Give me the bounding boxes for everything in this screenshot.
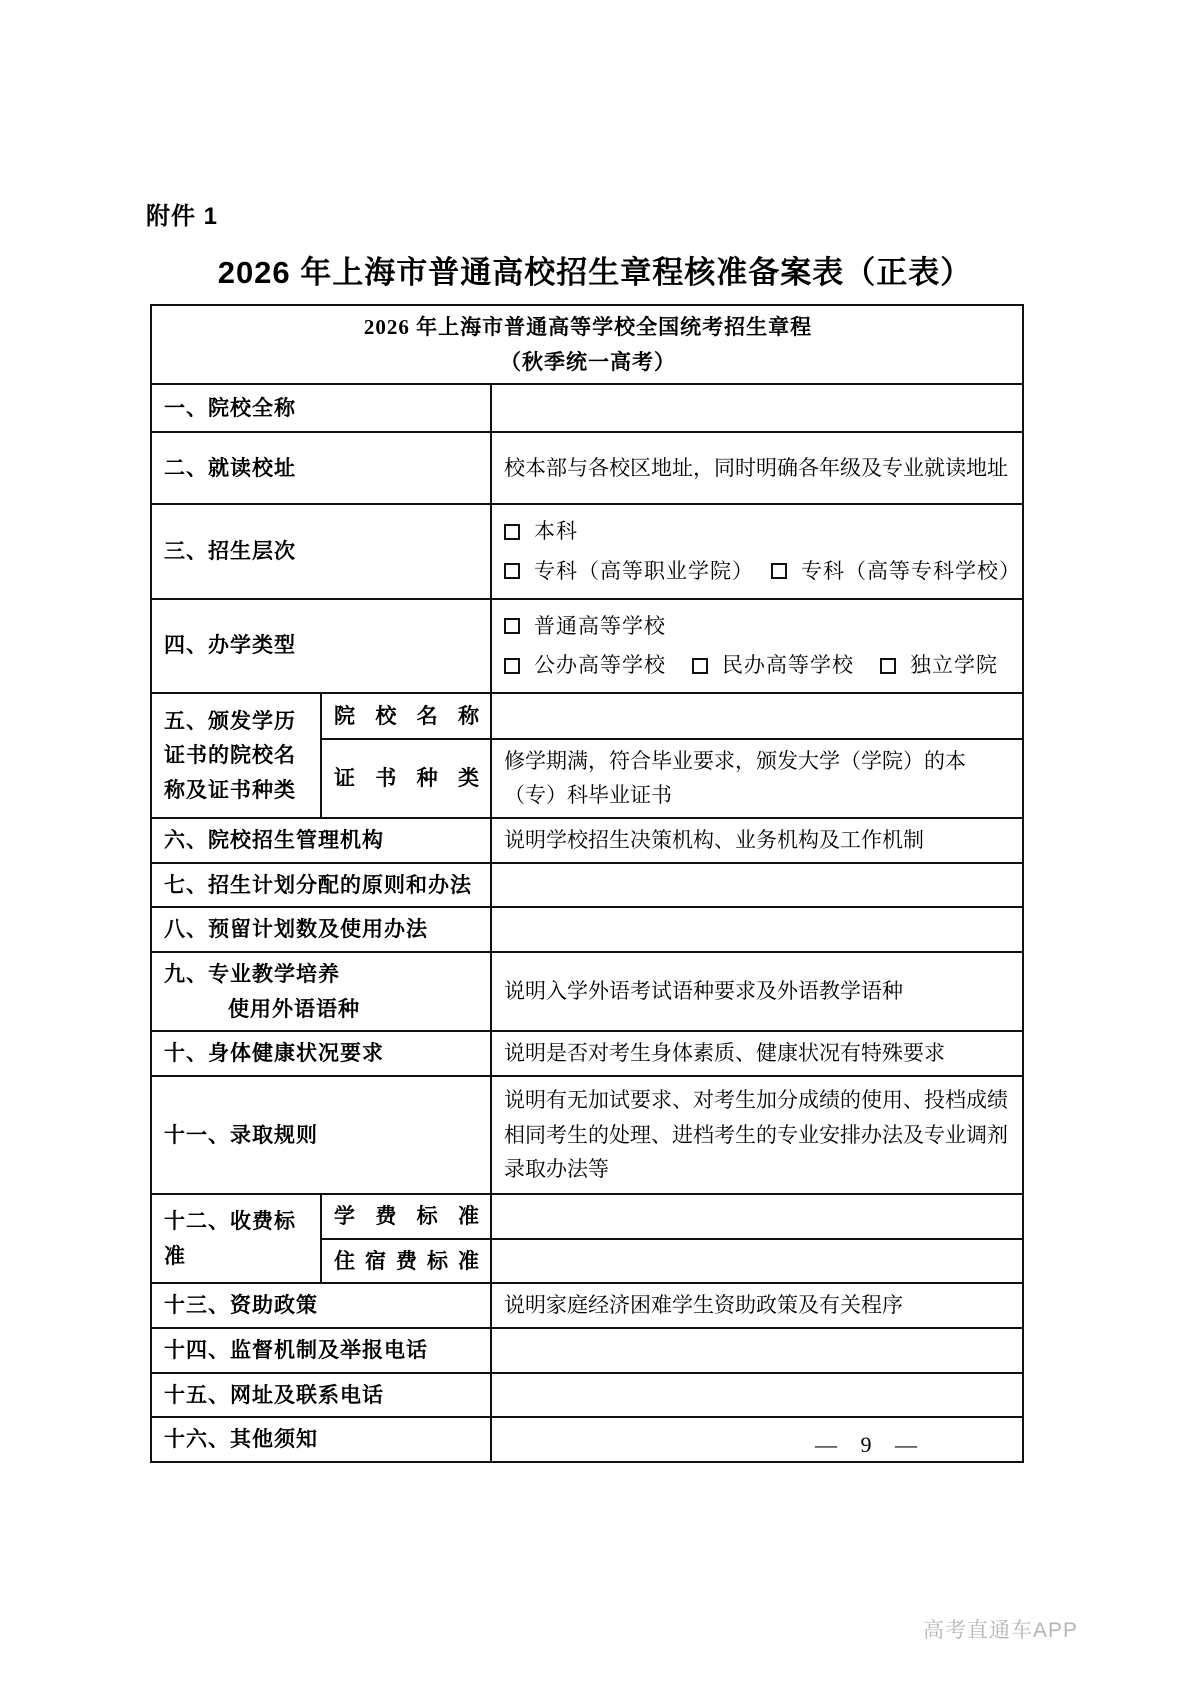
row-label-14: 十四、监督机制及举报电话 [151,1328,491,1373]
row-sublabel-12-1: 学 费 标 准 [321,1194,491,1239]
option-label: 专科（高等专科学校） [801,558,1022,583]
checkbox-icon [880,658,896,674]
checkbox-icon [504,658,520,674]
row-label-6: 六、院校招生管理机构 [151,818,491,863]
row-label-16: 十六、其他须知 [151,1417,491,1462]
checkbox-icon [692,658,708,674]
checkbox-icon [504,618,520,634]
option-label: 专科（高等职业学院） [534,558,754,583]
row-label-7: 七、招生计划分配的原则和办法 [151,863,491,908]
row-label-5: 五、颁发学历证书的院校名称及证书种类 [151,693,321,818]
row-content-13: 说明家庭经济困难学生资助政策及有关程序 [491,1283,1023,1328]
row-sublabel-5-1: 院 校 名 称 [321,693,491,739]
table-header [151,305,1023,384]
row-label-10: 十、身体健康状况要求 [151,1031,491,1076]
row-content-7 [491,863,1023,908]
checkbox-icon [771,563,787,579]
table-header-line2: （秋季统一高考） [500,349,677,374]
row-content-9: 说明入学外语考试语种要求及外语教学语种 [491,952,1023,1031]
checkbox-icon [504,563,520,579]
row-sublabel-5-2: 证 书 种 类 [321,739,491,818]
row-label-11: 十一、录取规则 [151,1076,491,1194]
option-label: 公办高等学校 [534,653,666,678]
row-sublabel-12-2: 住 宿 费 标 准 [321,1239,491,1284]
row-content-5-2: 修学期满，符合毕业要求，颁发大学（学院）的本（专）科毕业证书 [491,739,1023,818]
row-content-8 [491,907,1023,952]
option-label: 独立学院 [910,653,998,678]
row-label-8: 八、预留计划数及使用办法 [151,907,491,952]
attachment-label: 附件 1 [146,203,219,230]
row-content-12-2 [491,1239,1023,1284]
row-label-2: 二、就读校址 [151,432,491,504]
row-content-12-1 [491,1194,1023,1239]
page-number: — 9 — [815,1432,918,1457]
option-label: 普通高等学校 [534,613,666,638]
checkbox-icon [504,524,520,540]
row-content-15 [491,1373,1023,1418]
row-content-3 [491,504,1023,598]
option-label: 民办高等学校 [722,653,854,678]
option-line [504,554,1022,589]
row-label-9 [151,952,491,1031]
row-label-12: 十二、收费标准 [151,1194,321,1283]
option-line [504,514,1012,549]
page-title: 2026 年上海市普通高校招生章程核准备案表（正表） [217,255,973,290]
row-label-4: 四、办学类型 [151,599,491,693]
watermark: 高考直通车APP [922,1619,1078,1642]
row-content-1 [491,384,1023,432]
row-label-13: 十三、资助政策 [151,1283,491,1328]
row-content-5-1 [491,693,1023,739]
row-content-2: 校本部与各校区地址，同时明确各年级及专业就读地址 [491,432,1023,504]
option-line [504,648,1012,683]
row-label-9-line1: 九、专业教学培养 [164,962,340,987]
row-label-3: 三、招生层次 [151,504,491,598]
row-content-16 [491,1417,1023,1462]
row-content-6: 说明学校招生决策机构、业务机构及工作机制 [491,818,1023,863]
option-line [504,609,1012,644]
row-content-11: 说明有无加试要求、对考生加分成绩的使用、投档成绩相同考生的处理、进档考生的专业安排办法及专业调剂录取办法等 [491,1076,1023,1194]
form-table [150,304,1024,1463]
row-content-4 [491,599,1023,693]
row-content-14 [491,1328,1023,1373]
table-header-line1: 2026 年上海市普通高等学校全国统考招生章程 [363,315,813,339]
row-label-9-line2: 使用外语语种 [228,996,360,1021]
row-label-15: 十五、网址及联系电话 [151,1373,491,1418]
row-label-1: 一、院校全称 [151,384,491,432]
option-label: 本科 [534,519,578,544]
row-content-10: 说明是否对考生身体素质、健康状况有特殊要求 [491,1031,1023,1076]
